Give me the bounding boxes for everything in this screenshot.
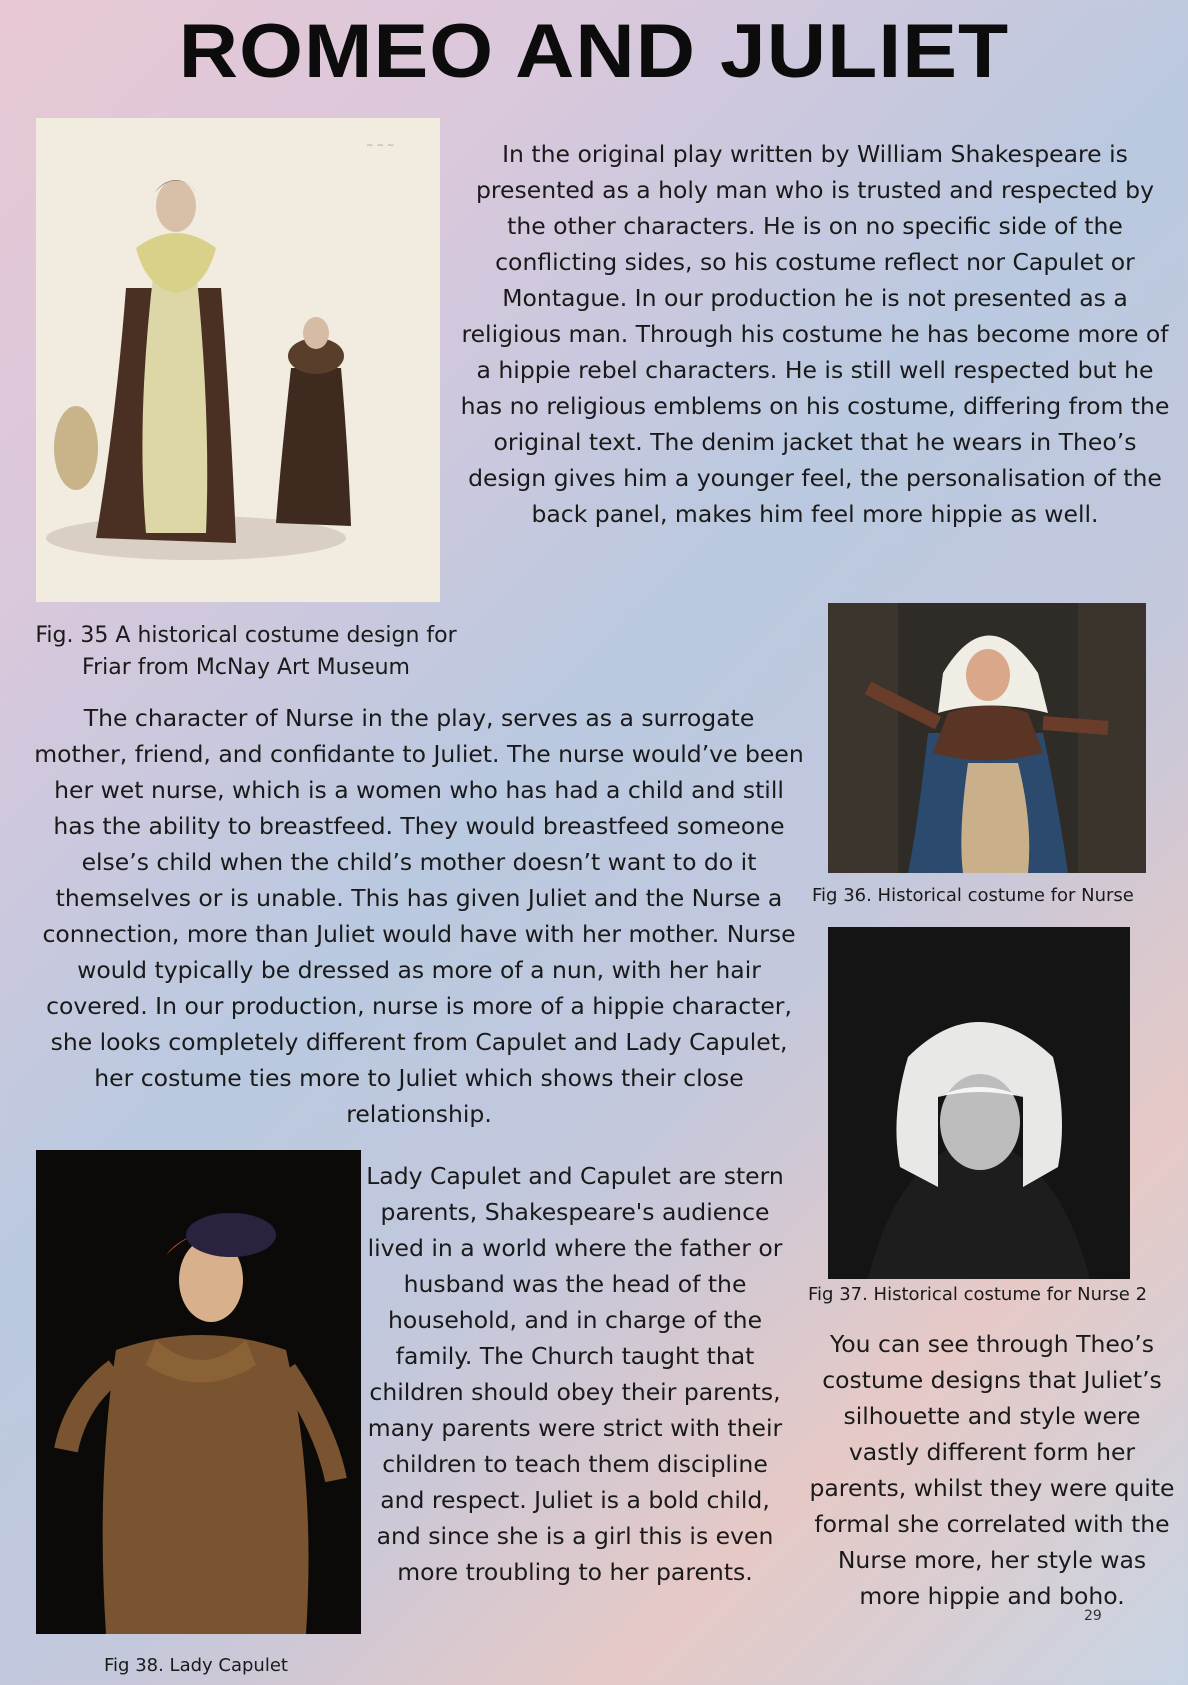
lady-capulet-photo	[36, 1150, 361, 1634]
page-title: ROMEO AND JULIET	[178, 9, 1010, 94]
fig36-caption: Fig 36. Historical costume for Nurse	[812, 885, 1134, 906]
juliet-description: You can see through Theo’s costume designs that Juliet’s silhouette and style were vastly different form her parents, whilst they were quite formal she correlated with the Nurse more, her style was more hippie and boho.	[809, 1330, 1175, 1610]
friar-costume-sketch-image	[36, 118, 440, 602]
nurse-description: The character of Nurse in the play, serves as a surrogate mother, friend, and confidante to Juliet. The nurse would’ve been her wet nurse, which is a women who has had a child and still has the ability to breastfeed. They would breastfeed someone else’s child when the child’s mother doesn’t want to do it themselves or is unable. This has given Juliet and the Nurse a connection, more than Juliet would have with her mother. Nurse would typically be dressed as more of a nun, with her hair covered. In our production, nurse is more of a hippie character, she looks completely different from Capulet and Lady Capulet, her costume ties more to Juliet which shows their close relationship.	[34, 704, 804, 1128]
page-number: 29	[1084, 1608, 1102, 1624]
fig35-caption: Fig. 35 A historical costume design for Friar from McNay Art Museum	[35, 623, 457, 680]
svg-text:~ ~ ~: ~ ~ ~	[366, 141, 395, 151]
nurse-historical-photo-2	[828, 927, 1130, 1279]
friar-description: In the original play written by William Shakespeare is presented as a holy man who is trusted and respected by the other characters. He is on no specific side of the conflicting sides, so his costume reflect nor Capulet or Montague. In our production he is not presented as a religious man. Through his costume he has become more of a hippie rebel characters. He is still well respected but he has no religious emblems on his costume, differing from the original text. The denim jacket that he wears in Theo’s design gives him a younger feel, the personalisation of the back panel, makes him feel more hippie as well.	[460, 140, 1170, 528]
capulet-description: Lady Capulet and Capulet are stern parents, Shakespeare's audience lived in a world where the father or husband was the head of the household, and in charge of the family. The Church taught that children should obey their parents, many parents were strict with their children to teach them discipline and respect. Juliet is a bold child, and since she is a girl this is even more troubling to her parents.	[366, 1162, 784, 1586]
nurse-historical-photo	[828, 603, 1146, 873]
fig37-caption: Fig 37. Historical costume for Nurse 2	[808, 1284, 1148, 1305]
fig38-caption: Fig 38. Lady Capulet	[104, 1655, 288, 1676]
